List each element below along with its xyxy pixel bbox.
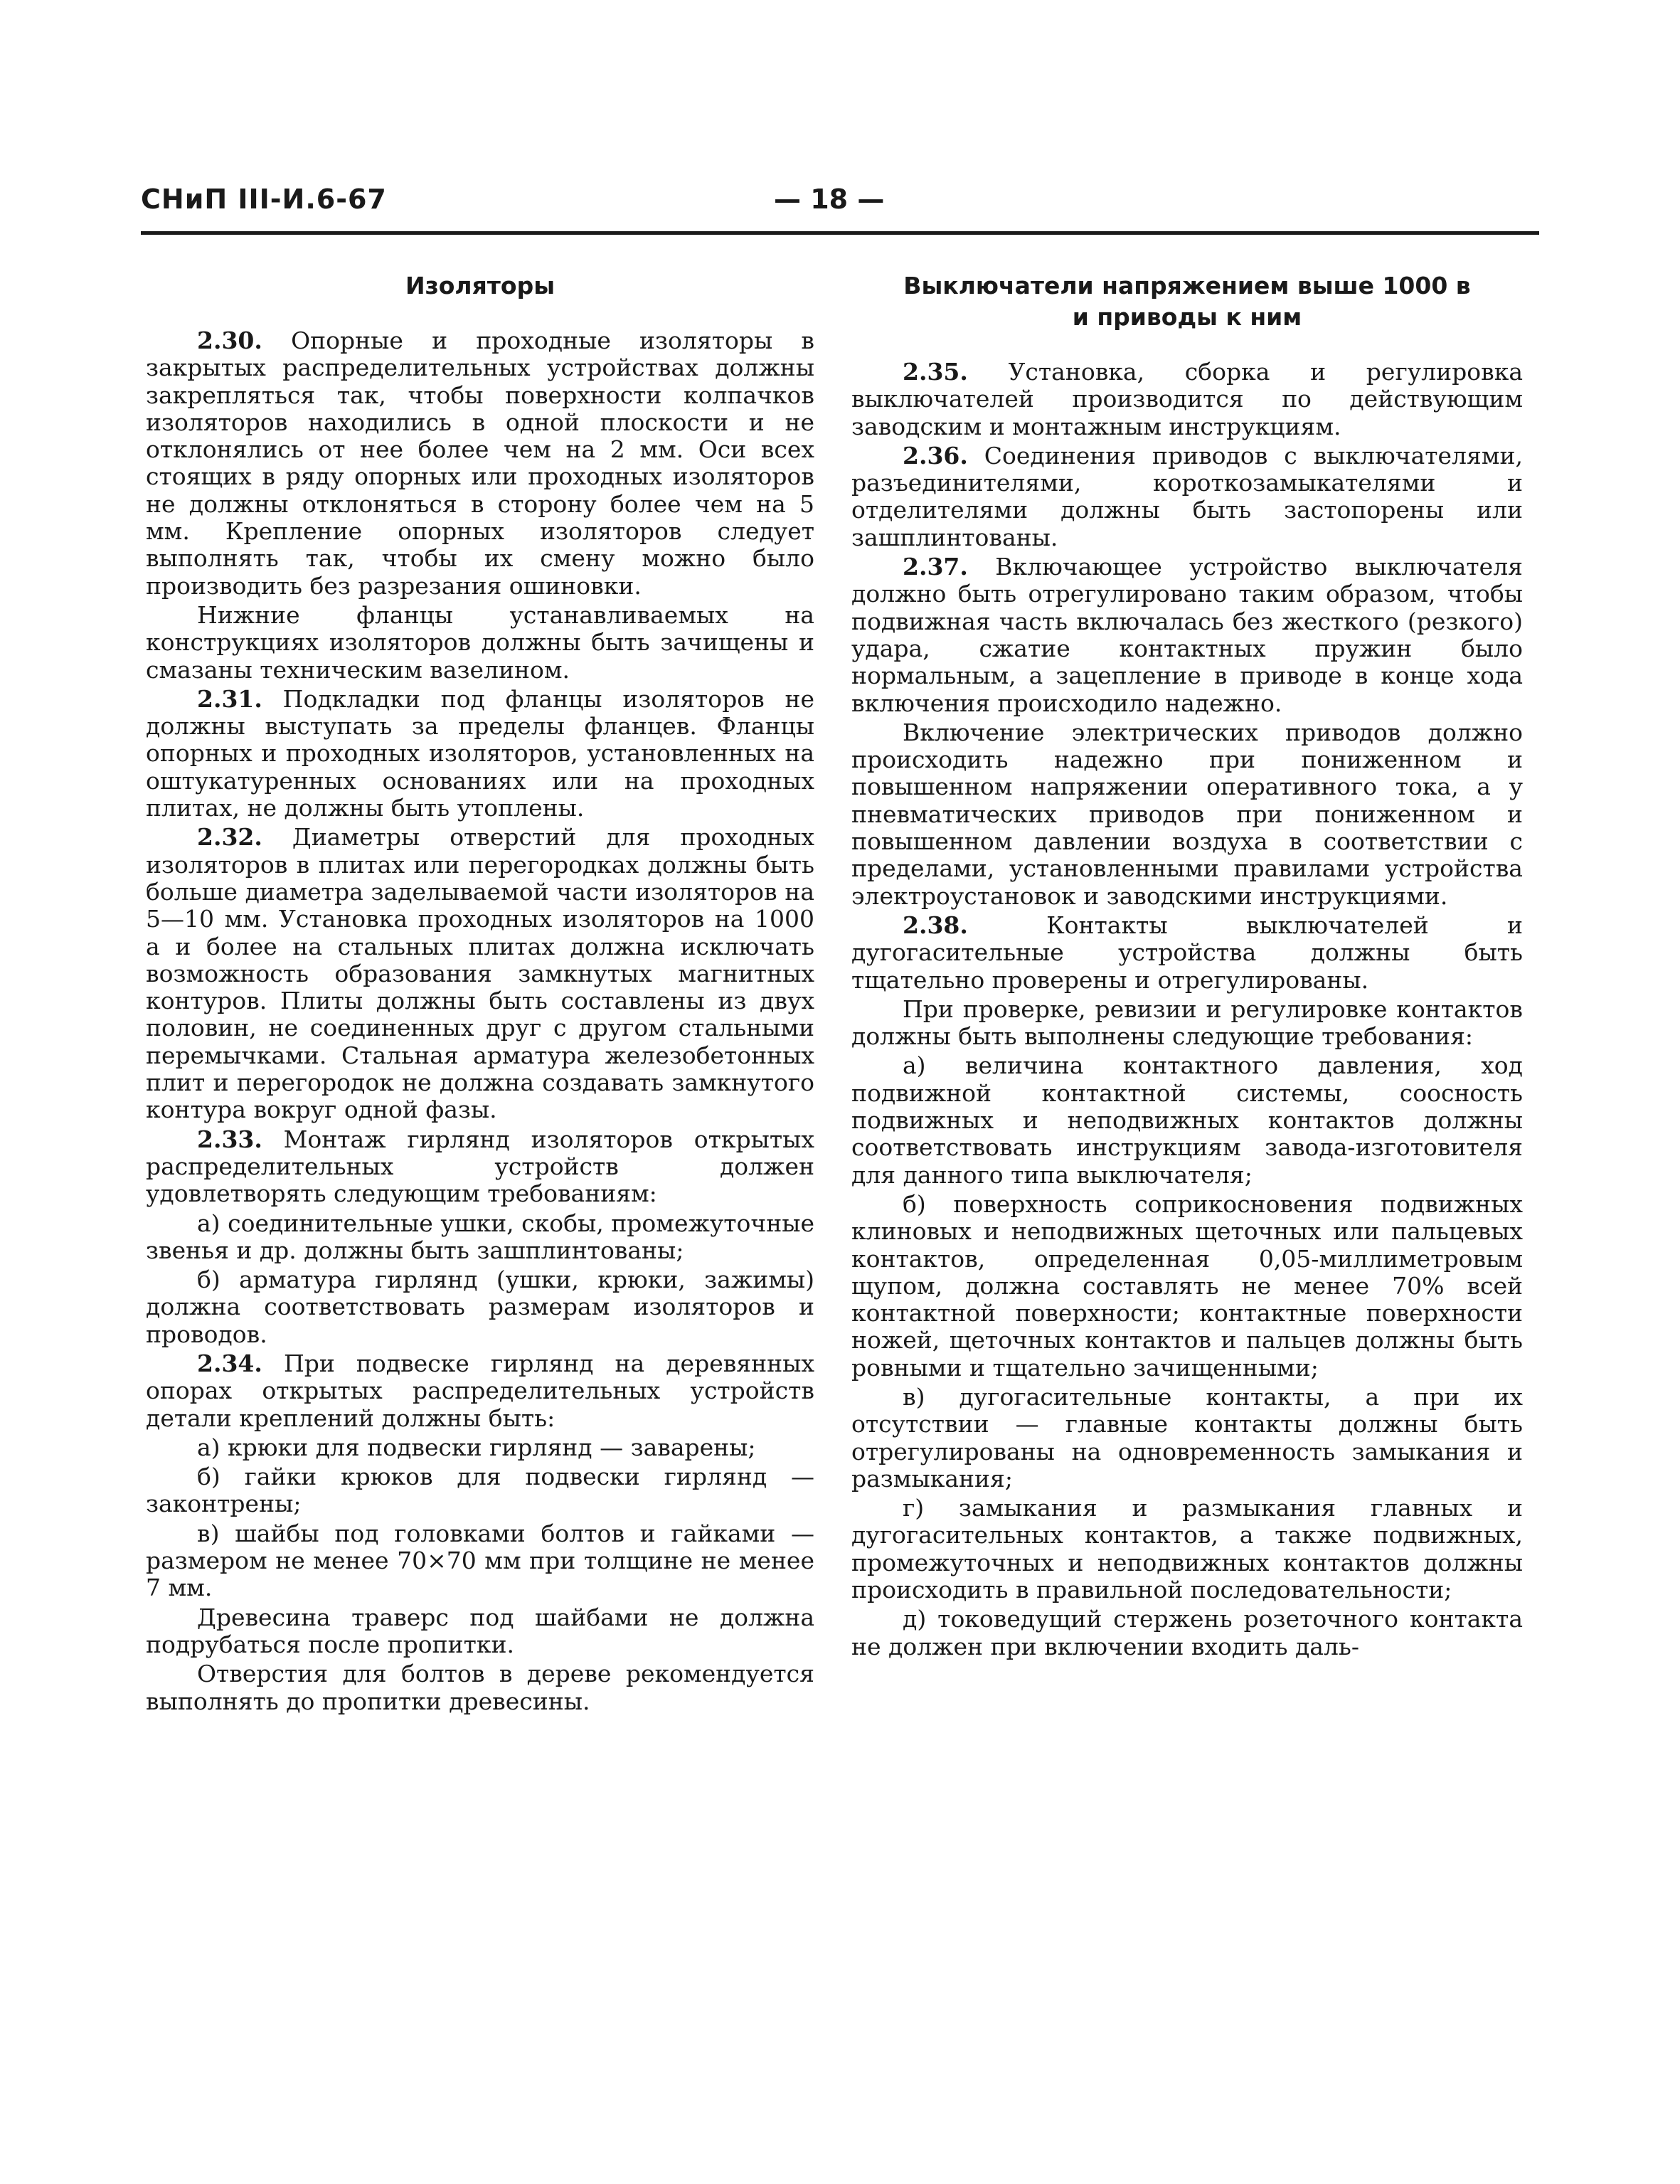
section-heading-insulators: Изоляторы <box>405 272 555 299</box>
paragraph <box>851 553 1523 717</box>
paragraph-text: б) арматура гирлянд (ушки, крюки, зажимы) должна соответствовать размерам изоляторов и проводов. <box>146 1266 814 1348</box>
paragraph-text: в) шайбы под головками болтов и гайками — размером не менее 70×70 мм при толщине не менее 7 мм. <box>146 1519 814 1602</box>
paragraph <box>851 996 1523 1051</box>
paragraph-text: Отверстия для болтов в дереве рекомендуется выполнять до пропитки древесины. <box>146 1660 814 1715</box>
paragraph-text: Установка, сборка и регулировка выключателей производится по действующим заводским и монтажным инструкциям. <box>851 358 1523 440</box>
paragraph <box>851 359 1523 440</box>
clause-number: 2.30. <box>197 327 262 354</box>
paragraph <box>146 686 814 822</box>
paragraph <box>851 1606 1523 1660</box>
paragraph-text: Включение электрических приводов должно происходить надежно при пониженном и повышенном напряжении оперативного тока, а у пневматических приводов при пониженном и повышенном давлении воздуха в соответствии с пределами, установленными правилами устройства электроустановок и заводскими инструкциями. <box>851 718 1523 910</box>
page-number: — 18 — <box>774 184 885 215</box>
right-paragraphs <box>851 359 1523 1660</box>
clause-number: 2.34. <box>197 1349 262 1377</box>
paragraph <box>146 1520 814 1602</box>
paragraph-text: Контакты выключателей и дугогасительные устройства должны быть тщательно проверены и отрегулированы. <box>851 911 1523 994</box>
left-paragraphs <box>146 327 814 1715</box>
paragraph-text: Нижние фланцы устанавливаемых на конструкциях изоляторов должны быть зачищены и смазаны техническим вазелином. <box>146 600 814 684</box>
paragraph <box>146 1434 814 1461</box>
paragraph <box>146 327 814 600</box>
right-column <box>851 270 1523 1663</box>
paragraph-text: д) токоведущий стержень розеточного контакта не должен при включении входить даль- <box>851 1605 1523 1660</box>
section-heading-line-1: Выключатели напряжением выше 1000 в <box>903 272 1471 299</box>
clause-number: 2.36. <box>903 441 968 470</box>
clause-number: 2.32. <box>197 823 262 852</box>
paragraph <box>146 824 814 1123</box>
left-column <box>146 270 814 1717</box>
paragraph-text: Опорные и проходные изоляторы в закрытых распределительных устройствах должны закрепляться так, чтобы поверхности колпачков изоляторов находились в одной плоскости и не отклонялись от нее более чем на 2 мм. Оси всех стоящих в ряду опорных или проходных изоляторов не должны отклоняться в сторону более чем на 5 мм. Крепление опорных изоляторов следует выполнять так, чтобы их смену можно было производить без разрезания ошиновки. <box>146 327 814 600</box>
paragraph-text: Диаметры отверстий для проходных изоляторов в плитах или перегородках должны быть больше диаметра заделываемой части изоляторов на 5—10 мм. Установка проходных изоляторов на 1000 а и более на стальных плитах должна исключать возможность образования замкнутых магнитных контуров. Плиты должны быть составлены из двух половин, не соединенных друг с другом стальными перемычками. Стальная арматура железобетонных плит и перегородок не должна создавать замкнутого контура вокруг одной фазы. <box>146 823 814 1124</box>
paragraph <box>851 912 1523 994</box>
paragraph <box>146 1266 814 1348</box>
paragraph-text: а) крюки для подвески гирлянд — заварены; <box>197 1433 756 1461</box>
paragraph-text: Древесина траверс под шайбами не должна подрубаться после пропитки. <box>146 1603 814 1658</box>
paragraph <box>851 719 1523 910</box>
paragraph <box>851 1384 1523 1493</box>
paragraph <box>851 442 1523 551</box>
clause-number: 2.38. <box>903 911 968 939</box>
paragraph <box>851 1191 1523 1382</box>
section-heading-line-2: и приводы к ним <box>1072 303 1302 331</box>
paragraph <box>146 1350 814 1432</box>
page-header <box>141 184 1538 229</box>
paragraph <box>851 1495 1523 1603</box>
paragraph <box>146 1210 814 1265</box>
clause-number: 2.37. <box>903 553 968 581</box>
paragraph-text: б) поверхность соприкосновения подвижных клиновых и неподвижных щеточных или пальцевых контактов, определенная 0,05-миллиметровым щупом, должна составлять не менее 70% всей контактной поверхности; контактные поверхности ножей, щеточных контактов и пальцев должны быть ровными и тщательно зачищенными; <box>851 1189 1523 1382</box>
paragraph <box>146 1660 814 1715</box>
section-heading-switches <box>851 270 1523 333</box>
header-rule <box>141 231 1539 235</box>
paragraph-text: в) дугогасительные контакты, а при их отсутствии — главные контакты должны быть отрегулированы на одновременность замыкания и размыкания; <box>851 1382 1523 1493</box>
paragraph-text: При проверке, ревизии и регулировке контактов должны быть выполнены следующие требования: <box>851 995 1523 1051</box>
paragraph-text: Подкладки под фланцы изоляторов не должны выступать за пределы фланцев. Фланцы опорных и проходных изоляторов, установленных на оштукатуренных основаниях или на проходных плитах, не должны быть утоплены. <box>146 684 814 822</box>
paragraph-text: а) соединительные ушки, скобы, промежуточные звенья и др. должны быть зашплинтованы; <box>146 1209 814 1264</box>
paragraph-text: г) замыкания и размыкания главных и дугогасительных контактов, а также подвижных, промежуточных и неподвижных контактов должны происходить в правильной последовательности; <box>851 1494 1523 1604</box>
paragraph-text: При подвеске гирлянд на деревянных опорах открытых распределительных устройств детали креплений должны быть: <box>146 1349 814 1432</box>
document-code: СНиП III-И.6-67 <box>141 184 387 215</box>
paragraph-text: Монтаж гирлянд изоляторов открытых распределительных устройств должен удовлетворять следующим требованиям: <box>146 1125 814 1208</box>
paragraph-text: Соединения приводов с выключателями, разъединителями, короткозамыкателями и отделителями должны быть застопорены или зашплинтованы. <box>851 441 1523 551</box>
paragraph <box>851 1052 1523 1188</box>
paragraph <box>146 602 814 684</box>
clause-number: 2.31. <box>197 684 262 713</box>
paragraph-text: б) гайки крюков для подвески гирлянд — законтрены; <box>146 1463 814 1518</box>
paragraph-text: Включающее устройство выключателя должно быть отрегулировано таким образом, чтобы подвижная часть включалась без жесткого (резкого) удара, сжатие контактных пружин было нормальным, а зацепление в приводе в конце хода включения происходило надежно. <box>851 553 1523 717</box>
clause-number: 2.33. <box>197 1125 262 1153</box>
paragraph <box>146 1604 814 1659</box>
paragraph-text: а) величина контактного давления, ход подвижной контактной системы, соосность подвижных и неподвижных контактов должны соответствовать инструкциям завода-изготовителя для данного типа выключателя; <box>851 1051 1523 1189</box>
clause-number: 2.35. <box>903 358 968 386</box>
paragraph <box>146 1463 814 1518</box>
paragraph <box>146 1126 814 1208</box>
